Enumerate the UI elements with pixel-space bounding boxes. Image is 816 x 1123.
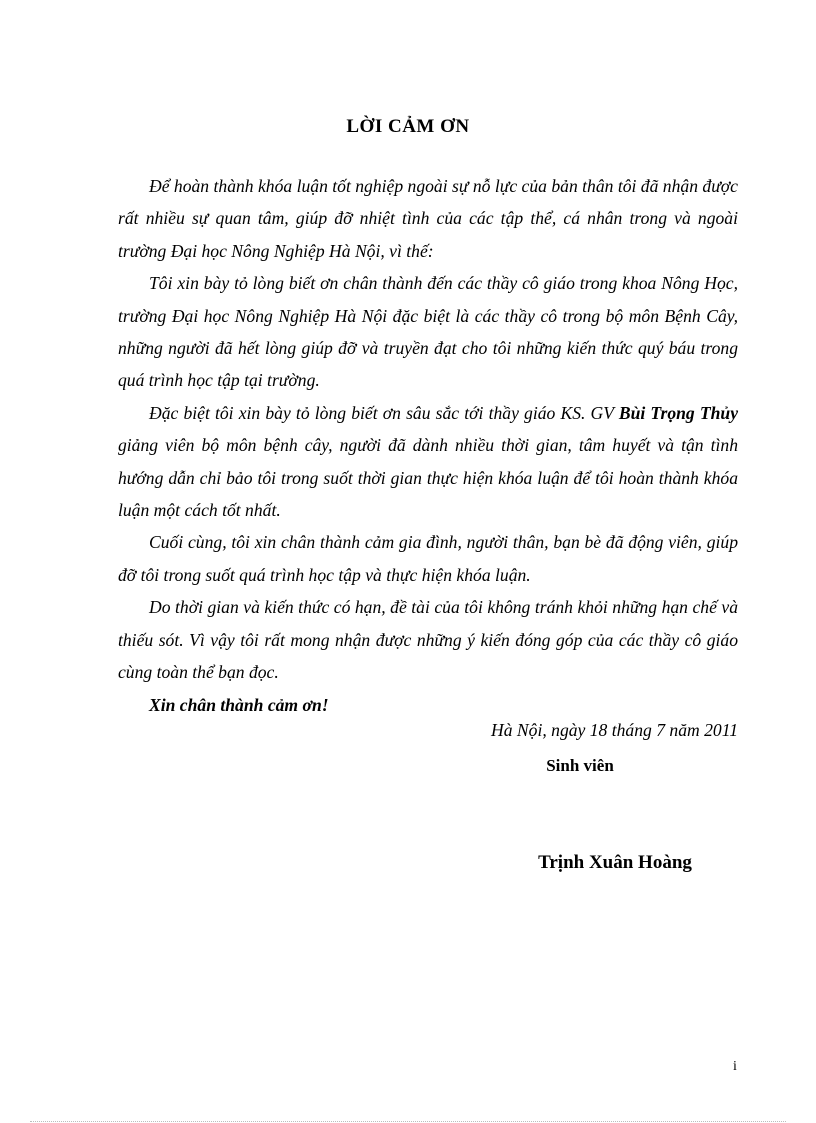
page-number: i (733, 1059, 737, 1074)
page-title: LỜI CẢM ƠN (346, 116, 470, 137)
paragraph-supervisor-thanks (118, 397, 738, 527)
paragraph-faculty-thanks: Tôi xin bày tỏ lòng biết ơn chân thành đến các thầy cô giáo trong khoa Nông Học, trường Đại học Nông Nghiệp Hà Nội đặc biệt là các thầy cô trong bộ môn Bệnh Cây, những người đã hết lòng giúp đỡ và truyền đạt cho tôi những kiến thức quý báu trong quá trình học tập tại trường. (118, 273, 738, 391)
paragraph-family-thanks: Cuối cùng, tôi xin chân thành cảm gia đình, người thân, bạn bè đã động viên, giúp đỡ tôi trong suốt quá trình học tập và thực hiện khóa luận. (118, 532, 738, 585)
closing-line: Xin chân thành cảm ơn! (149, 694, 329, 715)
signer-name: Trịnh Xuân Hoàng (538, 852, 692, 873)
paragraph-feedback-request: Do thời gian và kiến thức có hạn, đề tài của tôi không tránh khỏi những hạn chế và thiếu sót. Vì vậy tôi rất mong nhận được những ý kiến đóng góp của các thầy cô giáo cùng toàn thể bạn đọc. (118, 597, 738, 683)
page-bottom-divider (30, 1121, 786, 1122)
supervisor-text-after: giảng viên bộ môn bệnh cây, người đã dành nhiều thời gian, tâm huyết và tận tình hướng dẫn chỉ bảo tôi trong suốt thời gian thực hiện khóa luận để tôi hoàn thành khóa luận một cách tốt nhất. (118, 435, 738, 521)
date-location-line: Hà Nội, ngày 18 tháng 7 năm 2011 (491, 720, 738, 740)
supervisor-name: Bùi Trọng Thủy (618, 402, 739, 423)
paragraph-intro: Để hoàn thành khóa luận tốt nghiệp ngoài sự nỗ lực của bản thân tôi đã nhận được rất nhiều sự quan tâm, giúp đỡ nhiệt tình của các tập thể, cá nhân trong và ngoài trường Đại học Nông Nghiệp Hà Nội, vì thế: (118, 176, 738, 261)
supervisor-text-before: Đặc biệt tôi xin bày tỏ lòng biết ơn sâu sắc tới thầy giáo KS. GV (149, 402, 619, 423)
signer-role: Sinh viên (546, 756, 614, 775)
acknowledgement-body (118, 170, 738, 721)
